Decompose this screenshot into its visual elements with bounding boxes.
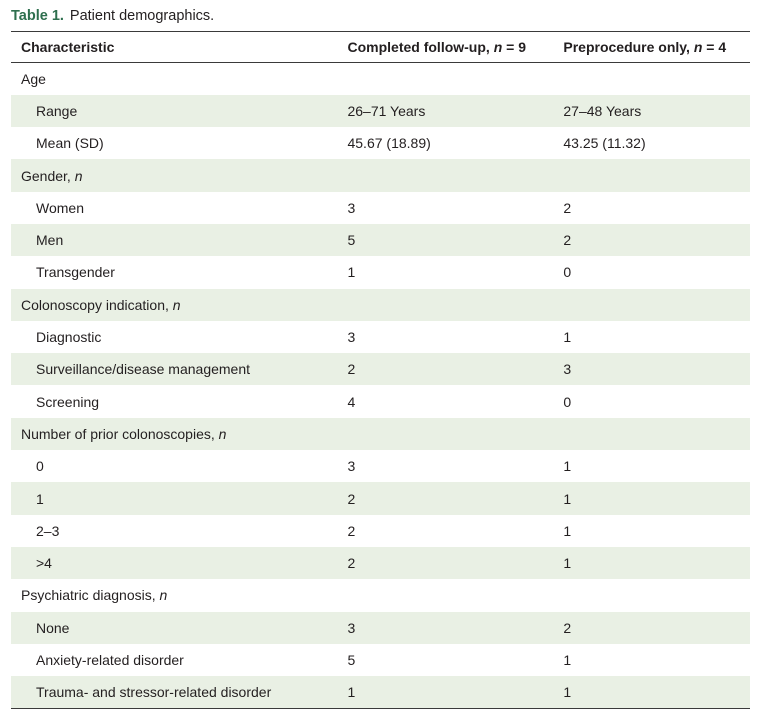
row-label: Range (36, 102, 78, 119)
row-preprocedure: 2 (563, 199, 572, 216)
row-completed: 3 (347, 329, 356, 346)
row-completed: 4 (347, 393, 356, 410)
row-preprocedure: 43.25 (11.32) (563, 135, 646, 152)
row-preprocedure: 1 (563, 490, 572, 507)
row-preprocedure: 1 (563, 684, 572, 701)
row-preprocedure: 0 (563, 393, 572, 410)
row-preprocedure: 1 (563, 329, 572, 346)
table-caption-text: Patient demographics. (69, 8, 215, 24)
row-completed: 3 (347, 619, 356, 636)
row-label: None (36, 619, 70, 636)
row-label-text: Number of prior colonoscopies, (21, 425, 219, 442)
table-row-gender (11, 159, 750, 191)
row-preprocedure (563, 63, 750, 95)
row-label: 0 (36, 458, 44, 475)
row-label: Transgender (36, 264, 115, 281)
table-row-screening (11, 385, 750, 417)
table-header-row (11, 32, 750, 63)
table-row-diagnostic (11, 321, 750, 353)
table-row-prior-0 (11, 450, 750, 482)
row-label (11, 418, 347, 450)
row-preprocedure: 1 (563, 651, 572, 668)
table-row-range (11, 95, 750, 127)
table-row-prior-2-3 (11, 515, 750, 547)
table-row-surveillance (11, 353, 750, 385)
row-completed: 3 (347, 458, 356, 475)
table-row-none (11, 612, 750, 644)
table-row-colonoscopy-indication (11, 289, 750, 321)
row-completed: 2 (347, 555, 356, 572)
row-label: Men (36, 232, 64, 249)
row-preprocedure: 2 (563, 232, 572, 249)
header-completed-text: Completed follow-up, (347, 39, 494, 55)
row-completed: 26–71 Years (347, 102, 426, 119)
row-label: >4 (36, 555, 52, 572)
row-completed: 2 (347, 490, 356, 507)
row-label: Surveillance/disease management (36, 361, 251, 378)
table-row-men (11, 224, 750, 256)
header-preprocedure-text: Preprocedure only, (563, 39, 694, 55)
row-completed: 3 (347, 199, 356, 216)
table-row-trauma (11, 676, 750, 708)
row-label-text: Colonoscopy indication, (21, 296, 173, 313)
header-completed-n: n (493, 39, 503, 55)
table-row-prior-colonoscopies (11, 418, 750, 450)
header-preprocedure-n: n (693, 39, 703, 55)
table-row-mean-sd (11, 127, 750, 159)
table-row-anxiety (11, 644, 750, 676)
row-label-n: n (159, 587, 168, 604)
row-preprocedure: 1 (563, 522, 572, 539)
table-row-prior-1 (11, 482, 750, 514)
row-label: Screening (36, 393, 100, 410)
row-completed: 1 (347, 684, 356, 701)
header-preprocedure-only (563, 32, 750, 63)
row-label-n: n (74, 167, 83, 184)
row-preprocedure (563, 289, 750, 321)
header-preprocedure-value: = 4 (702, 39, 727, 55)
row-label: Mean (SD) (36, 135, 104, 152)
table-row-age (11, 63, 750, 95)
row-completed (347, 63, 563, 95)
row-label-n: n (218, 425, 227, 442)
row-preprocedure: 27–48 Years (563, 102, 642, 119)
row-completed: 5 (347, 651, 356, 668)
table-row-psychiatric-diagnosis (11, 579, 750, 611)
row-label: Diagnostic (36, 329, 102, 346)
row-completed (347, 418, 563, 450)
row-completed (347, 289, 563, 321)
row-label: 2–3 (36, 522, 60, 539)
row-preprocedure (563, 159, 750, 191)
row-completed: 45.67 (18.89) (347, 135, 431, 152)
header-completed-follow-up (347, 32, 563, 63)
row-label (11, 289, 347, 321)
table-row-prior-gt4 (11, 547, 750, 579)
row-completed: 5 (347, 232, 356, 249)
row-label: Anxiety-related disorder (36, 651, 184, 668)
demographics-table (11, 31, 750, 709)
row-label: Women (36, 199, 84, 216)
table-caption (11, 6, 214, 26)
row-completed: 1 (347, 264, 356, 281)
row-label-text: Gender, (21, 167, 75, 184)
row-completed: 2 (347, 522, 356, 539)
row-label: 1 (36, 490, 44, 507)
row-preprocedure: 2 (563, 619, 572, 636)
row-completed (347, 159, 563, 191)
row-label: Age (21, 70, 46, 87)
row-label (11, 159, 347, 191)
row-preprocedure (563, 579, 750, 611)
row-label-text: Psychiatric diagnosis, (21, 587, 160, 604)
table-row-women (11, 192, 750, 224)
header-characteristic: Characteristic (21, 39, 115, 55)
table-row-transgender (11, 256, 750, 288)
header-completed-value: = 9 (502, 39, 527, 55)
row-preprocedure: 0 (563, 264, 572, 281)
row-preprocedure: 1 (563, 555, 572, 572)
row-completed: 2 (347, 361, 356, 378)
table-caption-label: Table 1. (11, 8, 64, 24)
row-completed (347, 579, 563, 611)
row-preprocedure: 1 (563, 458, 572, 475)
row-preprocedure: 3 (563, 361, 572, 378)
row-label (11, 579, 347, 611)
row-label: Trauma- and stressor-related disorder (36, 684, 272, 701)
row-label-n: n (172, 296, 181, 313)
row-preprocedure (563, 418, 750, 450)
